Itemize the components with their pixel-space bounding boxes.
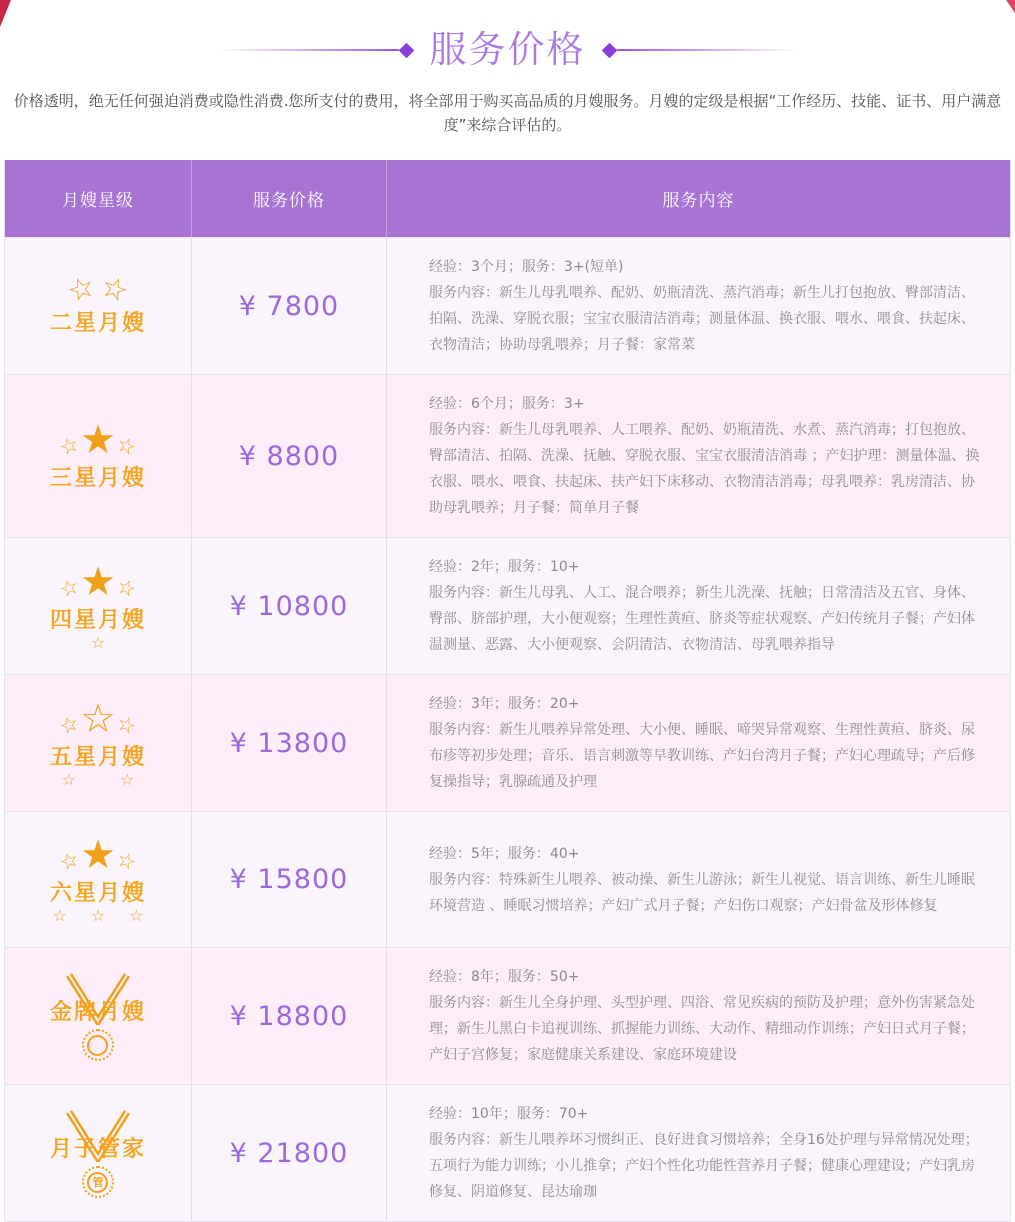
content-cell (386, 812, 1010, 947)
table-row (5, 811, 1010, 947)
table-header-row (5, 160, 1010, 237)
service-content-text: 服务内容：新生儿母乳、人工、混合喂养；新生儿洗澡、抚触；日常清洁及五官、身体、臀部、脐部护理，大小便观察；生理性黄疸、脐炎等症状观察、产妇传统月子餐；产妇体温测量、恶露、大小便观察、会阴清洁、衣物清洁、母乳喂养指导 (429, 585, 975, 654)
badge-center (87, 1035, 108, 1056)
experience-text: 经验：5年；服务：40+ (429, 845, 580, 862)
star-icon: ★ (80, 417, 116, 464)
price-value: ¥ 10800 (229, 590, 349, 622)
star-icon: ☆ (113, 573, 140, 603)
price-value: ¥ 21800 (229, 1137, 349, 1169)
page-title: 服务价格 (429, 28, 586, 71)
star-icon: ☆ (113, 710, 140, 740)
content-cell (386, 238, 1010, 374)
content-cell (386, 538, 1010, 674)
level-cell (5, 238, 191, 374)
price-value: ¥ 7800 (238, 290, 340, 322)
butler-medal-icon (50, 1108, 146, 1198)
content-cell (386, 1085, 1010, 1221)
level-label: 三星月嫂 (49, 466, 146, 492)
section-header (0, 0, 1015, 72)
level-cell (5, 812, 191, 947)
level-cell (5, 1085, 191, 1221)
diamond-icon (398, 42, 414, 58)
stars-top (62, 268, 134, 311)
experience-text: 经验：6个月；服务：3+ (429, 396, 585, 413)
experience-text: 经验：3个月；服务：3+(短单) (429, 259, 624, 276)
column-header-price: 服务价格 (191, 160, 386, 237)
level-label: 五星月嫂 (49, 744, 146, 770)
five-star-icon (49, 695, 146, 789)
level-cell (5, 948, 191, 1084)
experience-text: 经验：10年；服务：70+ (429, 1106, 589, 1123)
medal-badge-icon (82, 1166, 114, 1198)
stars-top (56, 832, 140, 879)
price-cell (191, 812, 386, 947)
star-icon: ☆ (113, 846, 140, 876)
price-cell (191, 1085, 386, 1221)
table-row (5, 1084, 1010, 1221)
star-icon: ☆ (61, 769, 76, 789)
experience-text: 经验：3年；服务：20+ (429, 696, 580, 713)
title-decoration-right (602, 45, 799, 56)
level-label: 金牌月嫂 (49, 1000, 146, 1026)
six-star-icon (49, 832, 146, 926)
price-value: ¥ 13800 (229, 727, 349, 759)
star-icon: ☆ (95, 268, 134, 311)
star-icon: ☆ (56, 431, 83, 461)
level-label: 月子管家 (49, 1137, 146, 1163)
table-row (5, 374, 1010, 537)
intro-text: 价格透明，绝无任何强迫消费或隐性消费.您所支付的费用，将全部用于购买高品质的月嫂服务。月嫂的定级是根据“工作经历、技能、证书、用户满意度”来综合评估的。 (13, 92, 1002, 135)
level-cell (5, 375, 191, 537)
price-cell (191, 948, 386, 1084)
star-icon: ☆ (62, 268, 100, 311)
content-cell (386, 948, 1010, 1084)
price-value: ¥ 18800 (229, 1000, 349, 1032)
level-label: 四星月嫂 (49, 607, 146, 633)
decoration-line-icon (617, 49, 799, 51)
price-cell (191, 375, 386, 537)
price-value: ¥ 8800 (238, 440, 340, 472)
star-icon: ☆ (129, 906, 144, 926)
gold-medal-icon (50, 971, 146, 1061)
star-icon: ☆ (90, 632, 106, 652)
star-icon: ★ (80, 558, 116, 605)
diamond-icon (601, 42, 617, 58)
service-content-text: 服务内容：新生儿喂养异常处理、大小便、睡眠、啼哭异常观察、生理性黄疸、脐炎、尿布疹等初步处理；音乐、语言刺激等早教训练、产妇台湾月子餐；产妇心理疏导；产后修复操指导；乳腺疏通及护理 (429, 722, 975, 791)
star-icon: ★ (80, 832, 116, 879)
table-row (5, 537, 1010, 674)
stars-top (56, 558, 140, 605)
price-cell (191, 675, 386, 811)
service-content-text: 服务内容：特殊新生儿喂养、被动操、新生儿游泳；新生儿视觉、语言训练、新生儿睡眠环境营造 、睡眠习惯培养；产妇广式月子餐；产妇伤口观察；产妇骨盆及形体修复 (429, 871, 975, 914)
table-row (5, 237, 1010, 374)
column-header-level: 月嫂星级 (62, 191, 134, 212)
stars-top (56, 417, 140, 464)
stars-bottom (52, 908, 143, 924)
level-label: 二星月嫂 (49, 311, 146, 337)
service-content-text: 服务内容：新生儿母乳喂养、人工喂养、配奶、奶瓶清洗、水煮、蒸汽消毒；打包抱放、臀部清洁、拍隔、洗澡、抚触、穿脱衣服、宝宝衣服清洁消毒 ；产妇护理：测量体温、换衣服、喂水、喂食、扶起床、扶产妇下床移动、衣物清洁消毒；母乳喂养：乳房清洁、协助母乳喂养；月子餐：简单月子餐 (429, 422, 980, 517)
stars-bottom (90, 632, 106, 652)
table-row (5, 947, 1010, 1084)
star-icon: ☆ (56, 710, 83, 740)
content-cell (386, 675, 1010, 811)
star-icon: ☆ (90, 906, 106, 926)
column-header-content: 服务内容 (386, 160, 1010, 237)
star-icon: ☆ (56, 846, 83, 876)
stars-bottom (61, 769, 135, 789)
star-icon: ☆ (52, 906, 67, 926)
service-content-text: 服务内容：新生儿母乳喂养、配奶、奶瓶清洗、蒸汽消毒；新生儿打包抱放、臀部清洁、拍隔、洗澡、穿脱衣服；宝宝衣服清洁消毒；测量体温、换衣服、喂水、喂食、扶起床、衣物清洁；协助母乳喂养；月子餐：家常菜 (429, 285, 975, 354)
price-table (4, 160, 1011, 1222)
medal-badge-icon (82, 1029, 114, 1061)
service-content-text: 服务内容：新生儿全身护理、头型护理、四浴、常见疾病的预防及护理；意外伤害紧急处理；新生儿黑白卡追视训练、抓握能力训练、大动作、精细动作训练；产妇日式月子餐；产妇子宫修复；家庭健康关系建设、家庭环境建设 (429, 995, 975, 1064)
table-row (5, 674, 1010, 811)
badge-center: 管 (87, 1172, 108, 1193)
star-icon: ☆ (80, 695, 116, 742)
stars-top (56, 695, 140, 742)
decoration-line-icon (217, 49, 399, 51)
price-value: ¥ 15800 (229, 864, 349, 896)
content-cell (386, 375, 1010, 537)
four-star-icon (49, 558, 146, 652)
experience-text: 经验：2年；服务：10+ (429, 559, 580, 576)
service-content-text: 服务内容：新生儿喂养坏习惯纠正、良好进食习惯培养；全身16处护理与异常情况处理；五项行为能力训练；小儿推拿；产妇个性化功能性营养月子餐；健康心理建设；产妇乳房修复、阴道修复、昆达瑜珈 (429, 1132, 979, 1201)
price-cell (191, 238, 386, 374)
price-cell (191, 538, 386, 674)
level-cell (5, 675, 191, 811)
two-star-icon (49, 268, 146, 337)
experience-text: 经验：8年；服务：50+ (429, 969, 580, 986)
star-icon: ☆ (113, 431, 140, 461)
three-star-icon (49, 417, 146, 492)
level-label: 六星月嫂 (49, 881, 146, 907)
title-decoration-left (217, 45, 414, 56)
star-icon: ☆ (119, 769, 135, 789)
star-icon: ☆ (56, 573, 83, 603)
level-cell (5, 538, 191, 674)
